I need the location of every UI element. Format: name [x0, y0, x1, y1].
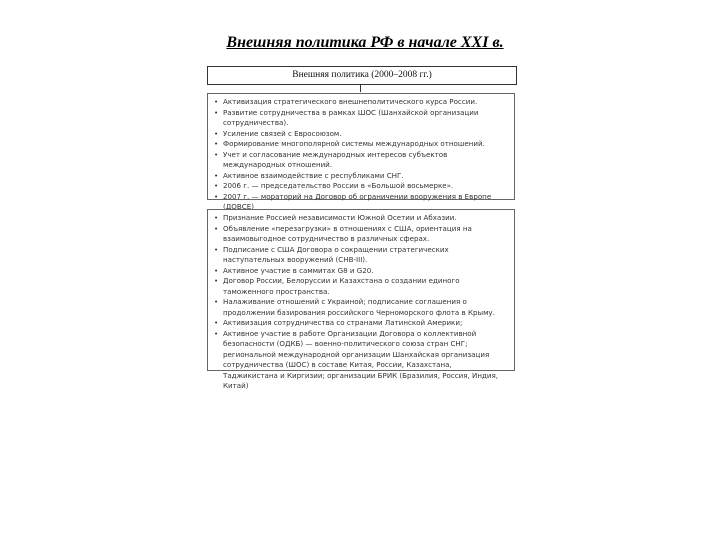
list-item: • Усиление связей с Евросоюзом.: [212, 129, 508, 140]
foreign-policy-box-1: [207, 93, 515, 211]
list-item: • 2007 г. — мораторий на Договор об ограничении вооружения в Европе (ДОВСЕ): [212, 192, 508, 213]
list-item: • Активное взаимодействие с республиками СНГ.: [212, 171, 508, 182]
list-item: • Формирование многополярной системы международных отношений.: [212, 139, 508, 150]
list-item: • Объявление «перезагрузки» в отношениях с США, ориентация на взаимовыгодное сотрудничество в различных сферах.: [212, 224, 508, 245]
list-item: • Активизация сотрудничества со странами Латинской Америки;: [212, 318, 508, 329]
list-item: • Активное участие в работе Организации Договора о коллективной безопасности (ОДКБ) — военно-политического союза стран СНГ; региональной международной организации Шанхайская организация сотрудничества (ШОС) в составе Китая, России, Казахстана, Таджикистана и Киргизии; организации БРИК (Бразилия, Россия, Индия, Китай): [212, 329, 508, 392]
diagram-header-box: Внешняя политика (2000–2008 гг.): [207, 66, 517, 85]
list-item: • Подписание с США Договора о сокращении стратегических наступательных вооружений (СНВ-III).: [212, 245, 508, 266]
list-item: • Налаживание отношений с Украиной; подписание соглашения о продолжении базирования российского Черноморского флота в Крыму.: [212, 297, 508, 318]
page-title: Внешняя политика РФ в начале XXI в.: [226, 34, 504, 51]
list-item: • Развитие сотрудничества в рамках ШОС (Шанхайской организации сотрудничества).: [212, 108, 508, 129]
list-item: • Активизация стратегического внешнеполитического курса России.: [212, 97, 508, 108]
list-item: • Договор России, Белоруссии и Казахстана о создании единого таможенного пространства.: [212, 276, 508, 297]
foreign-policy-box-2: [207, 209, 515, 390]
list-item: • 2006 г. — председательство России в «Большой восьмерке».: [212, 181, 508, 192]
list-item: • Признание Россией независимости Южной Осетии и Абхазии.: [212, 213, 508, 224]
arrow-down-icon: [360, 85, 361, 92]
list-item: • Учет и согласование международных интересов субъектов международных отношений.: [212, 150, 508, 171]
list-item: • Активное участие в саммитах G8 и G20.: [212, 266, 508, 277]
